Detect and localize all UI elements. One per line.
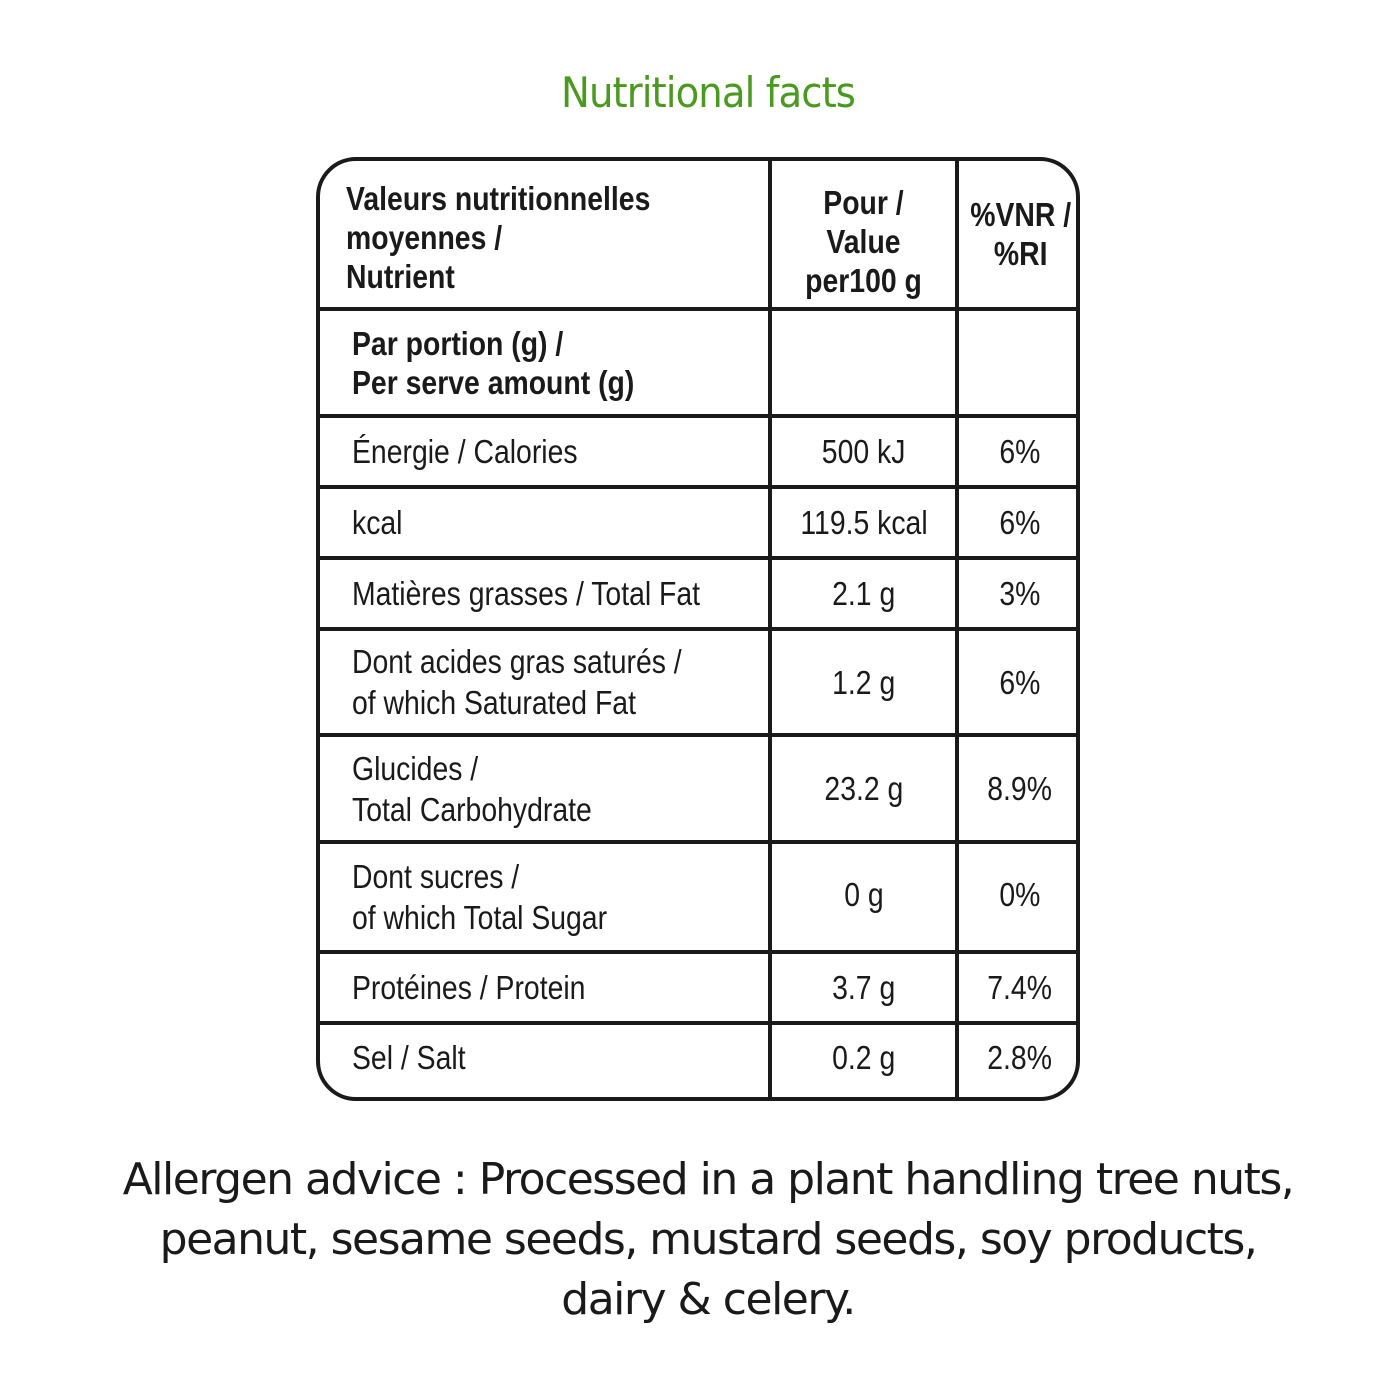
nutrient-value: 2.1 g [831,575,896,612]
nutrient-value: 3.7 g [831,969,896,1006]
nutrient-label-cell [352,560,766,627]
header-percent-cell [959,175,1080,293]
nutrient-value: 500 kJ [821,433,906,470]
nutrient-percent-cell [959,631,1080,733]
nutrient-percent-cell [959,418,1080,485]
nutrient-value: 1.2 g [831,663,896,701]
nutrient-percent: 7.4% [987,969,1052,1006]
nutrient-percent: 6% [998,433,1041,470]
nutrient-percent-cell [959,737,1080,840]
nutrient-label-cell [352,737,766,840]
nutrient-label: Énergie / Calories [352,433,578,470]
nutrient-percent: 0% [998,875,1041,913]
nutrient-label: kcal [352,504,403,541]
nutrient-label-cell [352,489,766,556]
header-percent: %VNR / %RI [970,196,1072,272]
header-nutrient-cell [346,175,766,299]
nutrient-value-cell [772,418,955,485]
nutrient-label-cell [352,418,766,485]
nutrient-value: 119.5 kcal [799,504,928,541]
nutrient-percent: 3% [998,575,1041,612]
nutrient-percent-cell [959,954,1080,1021]
portion-percent-cell [959,311,1080,414]
nutrient-value-cell [772,1025,955,1089]
portion-label: Par portion (g) / Per serve amount (g) [352,324,635,401]
nutrient-percent: 8.9% [987,770,1052,807]
nutrition-table [316,157,1080,1101]
nutrient-percent-cell [959,1025,1080,1089]
nutrient-value: 23.2 g [824,770,903,807]
nutrient-label: Sel / Salt [352,1038,466,1076]
header-value-cell [772,175,955,307]
nutrient-value-cell [772,844,955,944]
nutrient-percent-cell [959,844,1080,944]
nutrient-label-cell [352,1025,766,1089]
header-nutrient: Valeurs nutritionnelles moyennes / Nutrient [346,179,651,295]
nutrient-label-cell [352,844,766,950]
nutrient-value-cell [772,954,955,1021]
nutrient-value-cell [772,737,955,840]
nutrient-label-cell [352,631,766,733]
nutrient-value: 0.2 g [831,1038,896,1076]
portion-label-cell [352,311,766,414]
nutrient-label: Dont sucres / of which Total Sugar [352,858,608,936]
nutrient-value: 0 g [843,875,884,913]
nutrient-label: Dont acides gras saturés / of which Saturated Fat [352,643,682,721]
nutrient-value-cell [772,631,955,733]
nutrient-percent-cell [959,489,1080,556]
nutrient-percent-cell [959,560,1080,627]
nutrient-label-cell [352,954,766,1021]
nutrient-percent: 6% [998,663,1041,701]
header-value: Pour / Value per100 g [805,183,922,299]
nutrient-percent: 2.8% [987,1038,1052,1076]
nutrient-value-cell [772,560,955,627]
nutrient-label: Glucides / Total Carbohydrate [352,749,592,828]
page-title: Nutritional facts [560,68,856,117]
portion-value-cell [772,311,955,414]
allergen-advice: Allergen advice : Processed in a plant handling tree nuts, peanut, sesame seeds, mustard seeds, soy products, dairy & celery. [122,1154,1294,1325]
nutrient-label: Protéines / Protein [352,969,586,1006]
nutrient-percent: 6% [998,504,1041,541]
nutrient-value-cell [772,489,955,556]
nutrient-label: Matières grasses / Total Fat [352,575,701,612]
